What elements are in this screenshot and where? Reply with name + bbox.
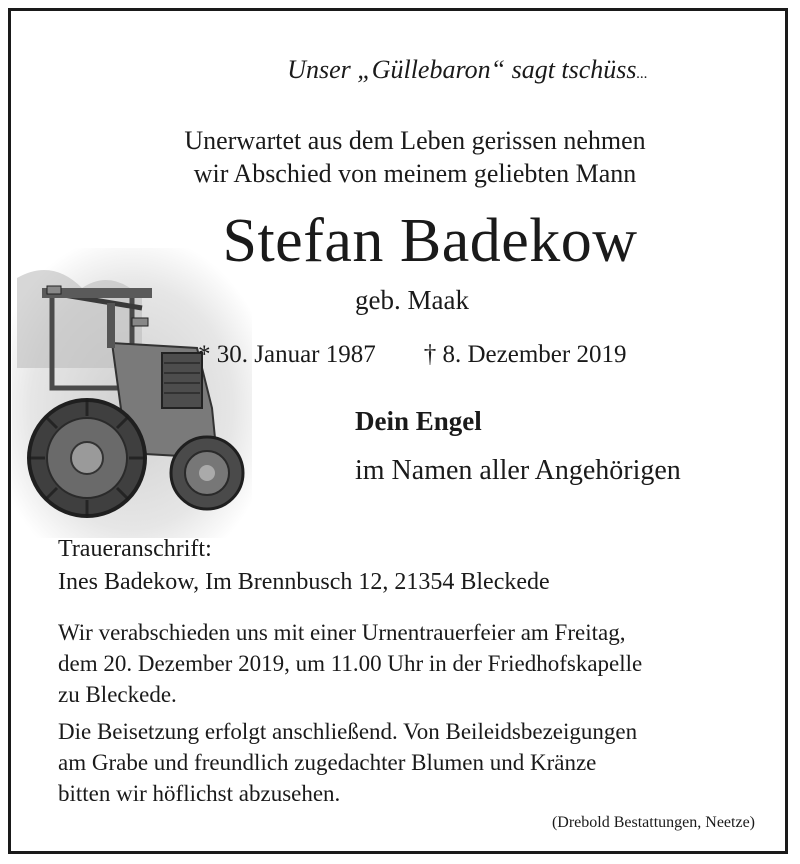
ceremony-paragraph <box>58 617 642 710</box>
tagline-dots: ... <box>636 66 648 82</box>
intro-line: wir Abschied von meinem geliebten Mann <box>193 159 637 188</box>
deceased-name: Stefan Badekow <box>222 207 638 275</box>
address-block <box>58 533 550 599</box>
tagline <box>0 55 800 85</box>
burial-line: am Grabe und freundlich zugedachter Blumen und Kränze <box>58 750 597 775</box>
address: Ines Badekow, Im Brennbusch 12, 21354 Bleckede <box>58 569 550 595</box>
intro-text <box>0 124 800 190</box>
burial-line: bitten wir höflichst abzusehen. <box>58 781 341 806</box>
intro-line: Unerwartet aus dem Leben gerissen nehmen <box>184 126 646 155</box>
address-label: Traueranschrift: <box>58 536 212 562</box>
undertaker-credit: (Drebold Bestattungen, Neetze) <box>551 814 755 831</box>
burial-paragraph <box>58 716 637 809</box>
burial-line: Die Beisetzung erfolgt anschließend. Von Beileidsbezeigungen <box>58 719 638 744</box>
life-dates <box>198 341 626 369</box>
tractor-illustration <box>12 248 252 538</box>
signature: Dein Engel <box>355 406 482 436</box>
ceremony-line: Wir verabschieden uns mit einer Urnentrauerfeier am Freitag, <box>58 620 626 645</box>
ceremony-line: dem 20. Dezember 2019, um 11.00 Uhr in der Friedhofskapelle <box>58 651 643 676</box>
birth-date: * 30. Januar 1987 <box>198 341 376 368</box>
death-date: † 8. Dezember 2019 <box>423 341 627 368</box>
birth-name: geb. Maak <box>355 285 469 315</box>
ceremony-line: zu Bleckede. <box>58 682 177 707</box>
tagline-text: Unser „Güllebaron“ sagt tschüss <box>287 55 637 84</box>
signature-sub: im Namen aller Angehörigen <box>355 455 681 486</box>
